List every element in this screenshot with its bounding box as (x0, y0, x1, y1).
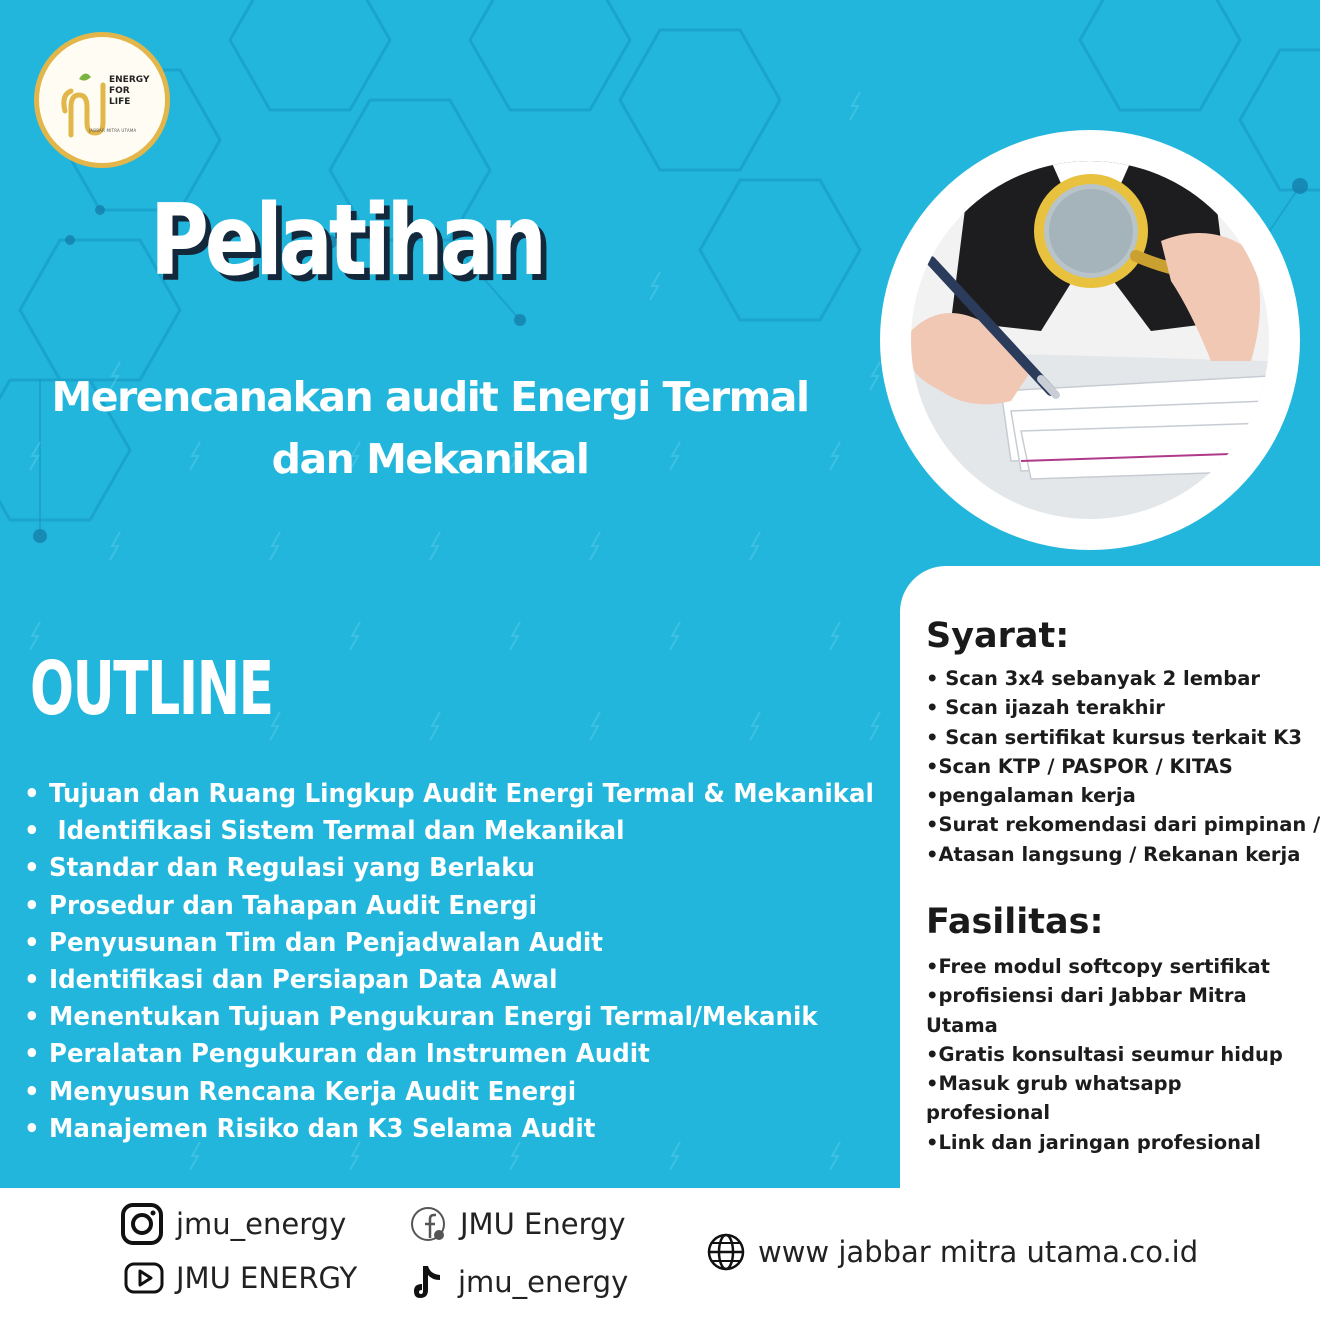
facebook-page: JMU Energy (460, 1207, 626, 1241)
outline-heading: OUTLINE (30, 646, 273, 732)
list-item: • Peralatan Pengukuran dan Instrumen Audit (24, 1036, 874, 1073)
tiktok-link[interactable] (410, 1262, 628, 1302)
list-item: •Surat rekomendasi dari pimpinan / (926, 813, 1320, 837)
tiktok-handle: jmu_energy (458, 1265, 629, 1299)
youtube-icon (124, 1260, 164, 1296)
auditor-photo (911, 161, 1269, 519)
facebook-icon (408, 1204, 448, 1244)
company-logo (34, 32, 170, 168)
list-item: • Identifikasi dan Persiapan Data Awal (24, 962, 874, 999)
logo-wordmark: ENERGY FOR LIFE (109, 75, 150, 107)
list-item: • Identifikasi Sistem Termal dan Mekanikal (24, 813, 874, 850)
instagram-link[interactable] (120, 1202, 346, 1246)
list-item: •Free modul softcopy sertifikat (926, 955, 1271, 978)
page-title: Pelatihan (150, 184, 543, 298)
outline-list (24, 776, 928, 1148)
magnifier-audit-illustration (911, 161, 1269, 519)
list-item: • Standar dan Regulasi yang Berlaku (24, 850, 874, 887)
list-item: • Penyusunan Tim dan Penjadwalan Audit (24, 925, 874, 962)
list-item: •Atasan langsung / Rekanan kerja (926, 842, 1301, 866)
list-item: • Menyusun Rencana Kerja Audit Energi (24, 1074, 874, 1111)
fasilitas-heading: Fasilitas: (926, 902, 1104, 942)
list-item: • Scan 3x4 sebanyak 2 lembar (926, 667, 1260, 690)
website-link[interactable] (706, 1232, 1198, 1272)
syarat-heading: Syarat: (926, 616, 1070, 656)
list-item: • Scan sertifikat kursus terkait K3 (926, 725, 1302, 749)
youtube-channel: JMU ENERGY (176, 1261, 358, 1295)
list-item: •profisiensi dari Jabbar Mitra Utama (926, 984, 1247, 1037)
list-item: • Manajemen Risiko dan K3 Selama Audit (24, 1111, 874, 1148)
list-item: •Masuk grub whatsapp profesional (926, 1072, 1182, 1125)
list-item: •Scan KTP / PASPOR / KITAS (926, 754, 1233, 778)
footer (0, 1188, 1320, 1320)
globe-icon (706, 1232, 746, 1272)
list-item: •pengalaman kerja (926, 784, 1136, 808)
list-item: • Tujuan dan Ruang Lingkup Audit Energi Termal & Mekanikal (24, 776, 874, 813)
page-subtitle: Merencanakan audit Energi Termal dan Mekanikal (51, 373, 809, 483)
requirements-panel (900, 566, 1320, 1188)
instagram-handle: jmu_energy (176, 1207, 347, 1241)
list-item: • Scan ijazah terakhir (926, 696, 1165, 720)
instagram-icon (120, 1202, 164, 1246)
website-url: www jabbar mitra utama.co.id (758, 1235, 1199, 1269)
fasilitas-list (926, 952, 1286, 1157)
list-item: •Gratis konsultasi seumur hidup (926, 1042, 1283, 1066)
youtube-link[interactable] (124, 1260, 357, 1296)
tiktok-icon (410, 1262, 446, 1302)
facebook-link[interactable] (408, 1204, 626, 1244)
list-item: • Menentukan Tujuan Pengukuran Energi Termal/Mekanik (24, 999, 874, 1036)
list-item: •Link dan jaringan profesional (926, 1130, 1261, 1154)
logo-company-name: JABBAR MITRA UTAMA (89, 128, 137, 133)
list-item: • Prosedur dan Tahapan Audit Energi (24, 888, 874, 925)
syarat-list (926, 664, 1320, 869)
